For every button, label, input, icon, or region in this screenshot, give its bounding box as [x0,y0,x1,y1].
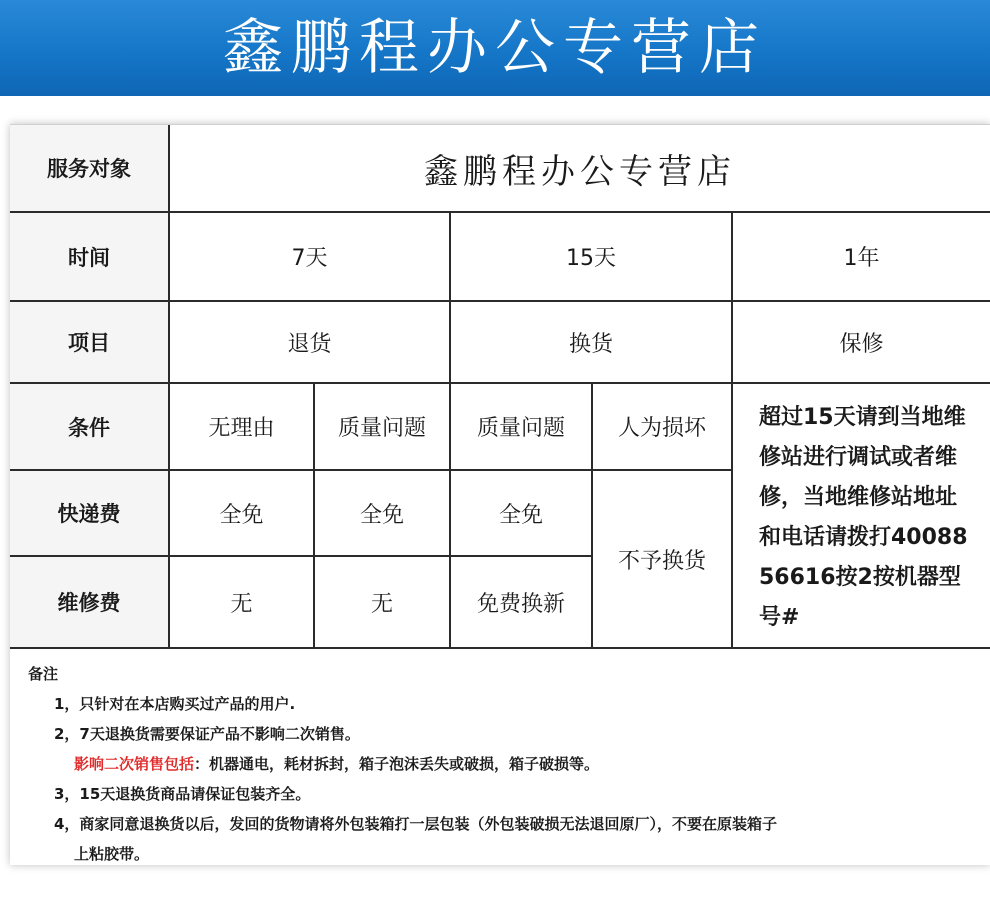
repair-fee-label: 维修费 [10,557,170,649]
service-target-label: 服务对象 [10,125,170,213]
policy-table [10,125,990,649]
repair-none-no-reason: 无 [170,557,315,649]
no-exchange-note: 不予换货 [593,471,733,649]
condition-label: 条件 [10,384,170,471]
note-line-1: 1，只针对在本店购买过产品的用户. [54,695,296,713]
time-exchange: 15天 [451,213,733,302]
item-warranty: 保修 [733,302,990,384]
note-line-2-detail [28,749,976,779]
shipping-free-no-reason: 全免 [170,471,315,557]
repair-none-quality: 无 [315,557,451,649]
notes-title: 备注 [28,665,59,683]
notes-section [10,649,990,869]
repair-free-replacement: 免费换新 [451,557,593,649]
shipping-fee-label: 快递费 [10,471,170,557]
note-line-2: 2，7天退换货需要保证产品不影响二次销售。 [54,725,360,743]
service-target-value: 鑫鹏程办公专营店 [170,125,990,213]
time-return: 7天 [170,213,451,302]
condition-quality-return: 质量问题 [315,384,451,471]
after-sales-policy-card [10,124,990,865]
note-line-4-cont: 上粘胶带。 [74,845,150,863]
time-warranty: 1年 [733,213,990,302]
note-line-2-rest: ：机器通电，耗材拆封，箱子泡沫丢失或破损，箱子破损等。 [194,755,600,773]
condition-no-reason: 无理由 [170,384,315,471]
item-exchange: 换货 [451,302,733,384]
store-banner [0,0,990,96]
shipping-free-quality-exchange: 全免 [451,471,593,557]
item-return: 退货 [170,302,451,384]
note-red-highlight: 影响二次销售包括 [74,755,195,773]
time-label: 时间 [10,213,170,302]
warranty-instructions: 超过15天请到当地维修站进行调试或者维修，当地维修站地址和电话请拨打4008856616按2按机器型号# [733,384,990,649]
banner-title: 鑫鹏程办公专营店 [223,13,767,83]
shipping-free-quality-return: 全免 [315,471,451,557]
note-line-3: 3，15天退换货商品请保证包装齐全。 [54,785,311,803]
condition-human-damage: 人为损坏 [593,384,733,471]
item-label: 项目 [10,302,170,384]
condition-quality-exchange: 质量问题 [451,384,593,471]
note-line-4: 4，商家同意退换货以后，发回的货物请将外包装箱打一层包装（外包装破损无法退回原厂），不要在原装箱子 [54,815,777,833]
